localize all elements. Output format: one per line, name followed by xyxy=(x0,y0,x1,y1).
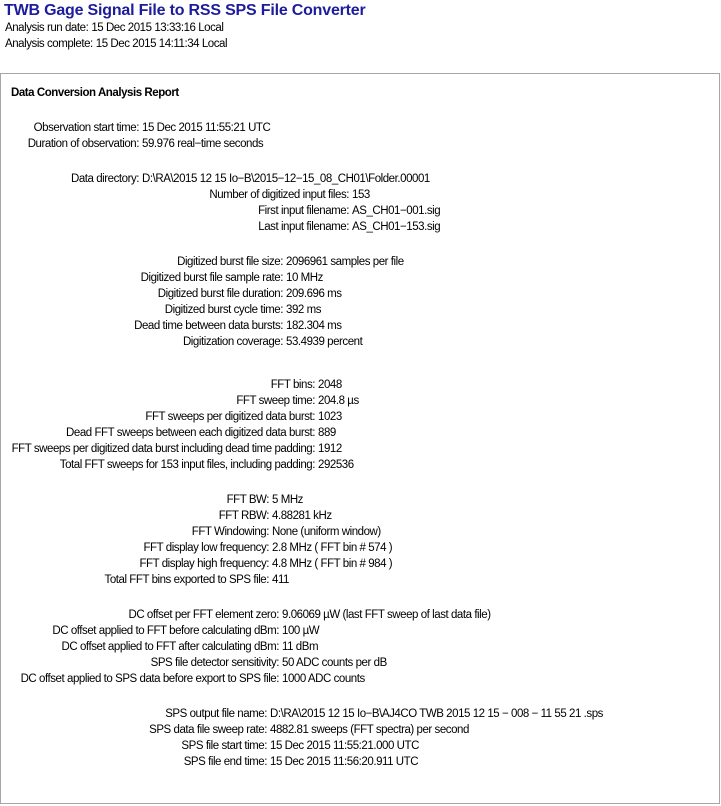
row-label: SPS file detector sensitivity: xyxy=(150,657,279,669)
report-row xyxy=(11,524,711,540)
report-row xyxy=(11,540,711,556)
report-row xyxy=(11,409,711,425)
row-label: SPS file start time: xyxy=(181,740,267,752)
report-row xyxy=(11,120,711,136)
page-title: TWB Gage Signal File to RSS SPS File Converter xyxy=(4,2,366,19)
row-label: Data directory: xyxy=(70,173,139,185)
group-fft-sweeps xyxy=(11,377,711,473)
row-label: Dead time between data bursts: xyxy=(134,320,283,332)
row-value: 182.304 ms xyxy=(286,320,342,332)
row-label: Digitized burst file duration: xyxy=(157,288,283,300)
row-value: D:\RA\2015 12 15 Io−B\2015−12−15_08_CH01\Folder.00001 xyxy=(142,173,430,185)
row-value: 15 Dec 2015 11:55:21.000 UTC xyxy=(270,740,419,752)
report-row xyxy=(11,556,711,572)
row-value: 100 µW xyxy=(282,625,320,637)
row-value: 59.976 real−time seconds xyxy=(142,138,264,150)
row-value: 1000 ADC counts xyxy=(282,673,365,685)
report-row xyxy=(11,607,711,623)
row-label: FFT sweeps per digitized data burst: xyxy=(145,411,315,423)
row-value: 50 ADC counts per dB xyxy=(282,657,387,669)
report-row xyxy=(11,457,711,473)
group-fft-bandwidth xyxy=(11,492,711,588)
report-row xyxy=(11,639,711,655)
row-label: FFT RBW: xyxy=(218,510,269,522)
row-value: 15 Dec 2015 11:55:21 UTC xyxy=(142,122,271,134)
report-row xyxy=(11,187,711,203)
report-title: Data Conversion Analysis Report xyxy=(11,87,179,99)
report-row xyxy=(11,270,711,286)
analysis-run-date-value: 15 Dec 2015 13:33:16 Local xyxy=(91,22,224,34)
row-label: FFT display high frequency: xyxy=(139,558,269,570)
row-label: FFT display low frequency: xyxy=(143,542,269,554)
report-row xyxy=(11,722,711,738)
row-label: Number of digitized input files: xyxy=(209,189,349,201)
row-label: Digitized burst file size: xyxy=(177,256,283,268)
row-label: DC offset applied to SPS data before export to SPS file: xyxy=(20,673,279,685)
row-value: AS_CH01−153.sig xyxy=(352,221,441,233)
report-row xyxy=(11,441,711,457)
report-row xyxy=(11,508,711,524)
row-label: FFT sweeps per digitized data burst including dead time padding: xyxy=(11,443,315,455)
report-row xyxy=(11,623,711,639)
row-value: 2048 xyxy=(318,379,342,391)
report-row xyxy=(11,286,711,302)
row-label: Digitized burst cycle time: xyxy=(164,304,283,316)
row-value: 209.696 ms xyxy=(286,288,342,300)
row-label: SPS data file sweep rate: xyxy=(149,724,267,736)
analysis-complete-value: 15 Dec 2015 14:11:34 Local xyxy=(95,38,228,50)
row-value: 1023 xyxy=(318,411,342,423)
row-label: DC offset applied to FFT after calculating dBm: xyxy=(61,641,279,653)
analysis-run-date xyxy=(5,20,721,36)
report-row xyxy=(11,377,711,393)
report-panel xyxy=(0,73,720,804)
row-label: DC offset per FFT element zero: xyxy=(128,609,279,621)
report-row xyxy=(11,171,711,187)
report-row xyxy=(11,334,711,350)
report-row xyxy=(11,136,711,152)
report-row xyxy=(11,302,711,318)
row-label: FFT BW: xyxy=(226,494,269,506)
row-label: Total FFT bins exported to SPS file: xyxy=(104,574,269,586)
row-label: DC offset applied to FFT before calculating dBm: xyxy=(52,625,279,637)
row-label: SPS file end time: xyxy=(183,756,267,768)
row-value: 10 MHz xyxy=(286,272,323,284)
row-label: Digitized burst file sample rate: xyxy=(140,272,283,284)
row-value: 2.8 MHz ( FFT bin # 574 ) xyxy=(272,542,393,554)
group-sps-output xyxy=(11,706,711,770)
row-value: 53.4939 percent xyxy=(286,336,363,348)
report-row xyxy=(11,738,711,754)
group-digitized-burst xyxy=(11,254,711,350)
group-dc-offset xyxy=(11,607,711,687)
row-value: 5 MHz xyxy=(272,494,303,506)
row-value: 889 xyxy=(318,427,336,439)
report-row xyxy=(11,254,711,270)
row-label: SPS output file name: xyxy=(165,708,267,720)
row-label: FFT Windowing: xyxy=(191,526,269,538)
report-row xyxy=(11,706,711,722)
row-value: 15 Dec 2015 11:56:20.911 UTC xyxy=(270,756,419,768)
row-value: 411 xyxy=(272,574,289,586)
row-value: 2096961 samples per file xyxy=(286,256,404,268)
report-row xyxy=(11,754,711,770)
row-value: D:\RA\2015 12 15 Io−B\AJ4CO TWB 2015 12 15 − 008 − 11 55 21 .sps xyxy=(270,708,603,720)
analysis-run-date-label: Analysis run date: xyxy=(5,22,89,34)
row-value: 4.88281 kHz xyxy=(272,510,332,522)
report-row xyxy=(11,492,711,508)
row-label: Total FFT sweeps for 153 input files, including padding: xyxy=(59,459,315,471)
report-row xyxy=(11,203,711,219)
report-row xyxy=(11,393,711,409)
row-value: None (uniform window) xyxy=(272,526,381,538)
report-row xyxy=(11,425,711,441)
row-value: 153 xyxy=(352,189,370,201)
analysis-complete xyxy=(5,36,721,52)
report-row xyxy=(11,318,711,334)
report-row xyxy=(11,671,711,687)
row-label: FFT sweep time: xyxy=(236,395,315,407)
report-row xyxy=(11,219,711,235)
group-observation xyxy=(11,120,711,152)
row-label: FFT bins: xyxy=(270,379,315,391)
row-value: 4882.81 sweeps (FFT spectra) per second xyxy=(270,724,469,736)
row-label: Last input filename: xyxy=(258,221,349,233)
report-row xyxy=(11,572,711,588)
row-value: 11 dBm xyxy=(282,641,319,653)
row-value: 4.8 MHz ( FFT bin # 984 ) xyxy=(272,558,393,570)
row-value: 9.06069 µW (last FFT sweep of last data file) xyxy=(282,609,491,621)
row-value: 204.8 µs xyxy=(318,395,359,407)
report-row xyxy=(11,655,711,671)
row-value: 1912 xyxy=(318,443,342,455)
row-label: Dead FFT sweeps between each digitized data burst: xyxy=(66,427,315,439)
row-label: Observation start time: xyxy=(33,122,139,134)
group-input-files xyxy=(11,171,711,235)
row-value: AS_CH01−001.sig xyxy=(352,205,441,217)
row-label: Digitization coverage: xyxy=(182,336,283,348)
analysis-complete-label: Analysis complete: xyxy=(5,38,93,50)
row-label: First input filename: xyxy=(258,205,349,217)
row-label: Duration of observation: xyxy=(27,138,139,150)
row-value: 292536 xyxy=(318,459,354,471)
row-value: 392 ms xyxy=(286,304,322,316)
